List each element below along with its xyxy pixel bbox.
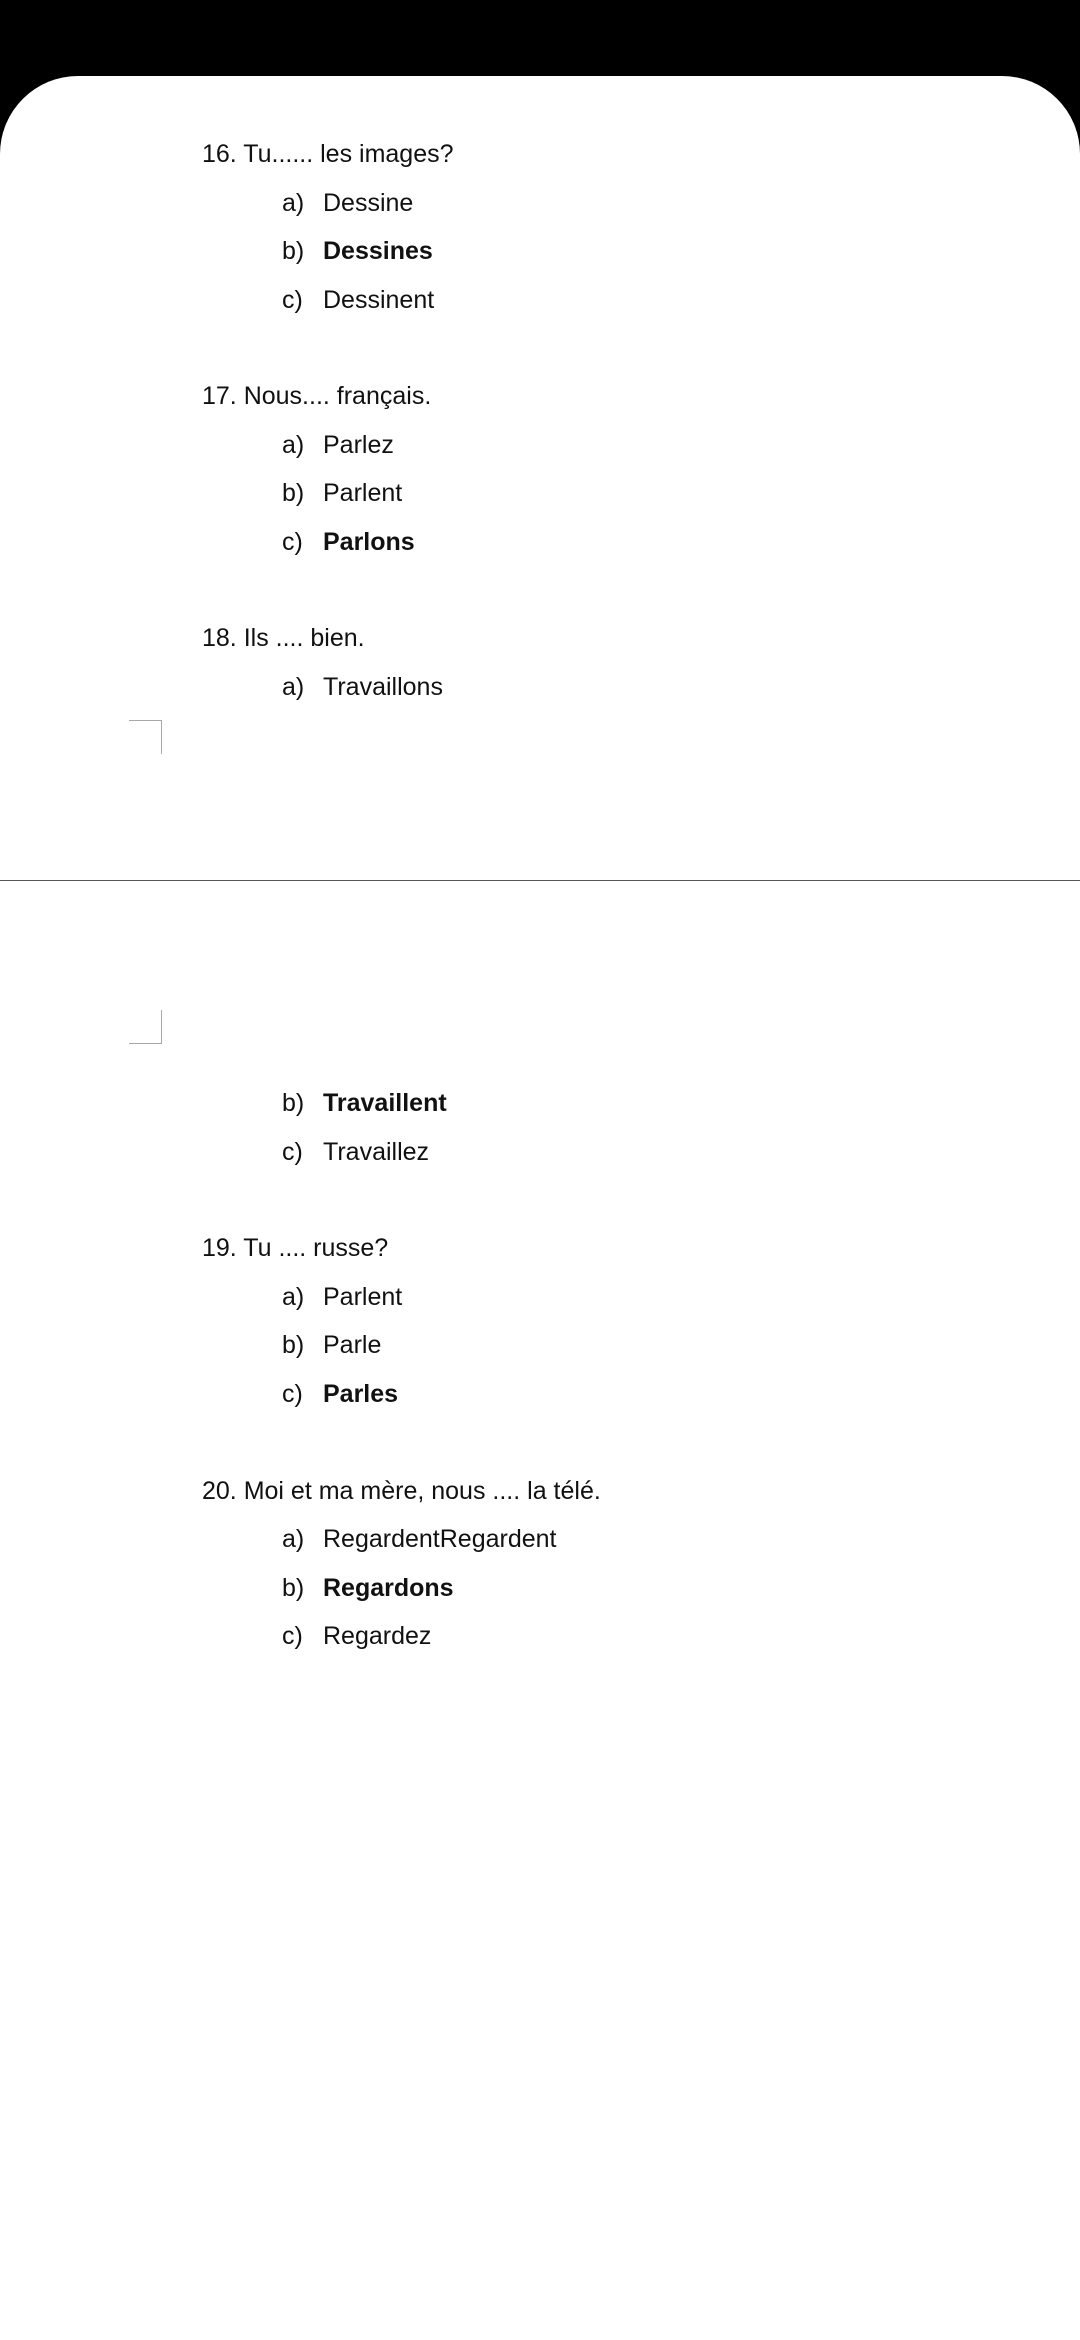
margin-corner-mark [129, 1010, 162, 1044]
option-letter: b) [282, 237, 305, 265]
option-text: Travaillez [323, 1138, 430, 1166]
question-16: 16. Tu...... les images? [202, 140, 454, 168]
option-text-correct: Travaillent [323, 1089, 447, 1117]
option-text: Dessinent [323, 286, 435, 314]
question-19: 19. Tu .... russe? [202, 1234, 389, 1262]
option-text: Parlent [323, 1283, 403, 1311]
option-letter: b) [282, 1089, 305, 1117]
option-letter: c) [282, 286, 303, 314]
option-letter: a) [282, 189, 305, 217]
option-text: Parlent [323, 479, 403, 507]
option-text-correct: Regardons [323, 1574, 454, 1602]
option-letter: c) [282, 1138, 303, 1166]
option-letter: a) [282, 431, 305, 459]
option-letter: a) [282, 673, 305, 701]
option-text: Regardez [323, 1622, 432, 1650]
page-break-divider [0, 880, 1080, 881]
document-page [0, 76, 1080, 2340]
option-letter: c) [282, 1380, 303, 1408]
option-letter: b) [282, 1331, 305, 1359]
question-17: 17. Nous.... français. [202, 382, 432, 410]
option-letter: c) [282, 528, 303, 556]
option-letter: b) [282, 479, 305, 507]
option-letter: b) [282, 1574, 305, 1602]
margin-corner-mark [129, 720, 162, 754]
option-letter: a) [282, 1283, 305, 1311]
option-text: Parlez [323, 431, 394, 459]
option-text-correct: Parles [323, 1380, 399, 1408]
option-text-correct: Dessines [323, 237, 433, 265]
option-text: Parle [323, 1331, 382, 1359]
option-text-correct: Parlons [323, 528, 415, 556]
question-18: 18. Ils .... bien. [202, 624, 365, 652]
option-text: Travaillons [323, 673, 443, 701]
option-text: RegardentRegardent [323, 1525, 557, 1553]
option-letter: c) [282, 1622, 303, 1650]
question-20: 20. Moi et ma mère, nous .... la télé. [202, 1477, 601, 1505]
option-letter: a) [282, 1525, 305, 1553]
option-text: Dessine [323, 189, 414, 217]
